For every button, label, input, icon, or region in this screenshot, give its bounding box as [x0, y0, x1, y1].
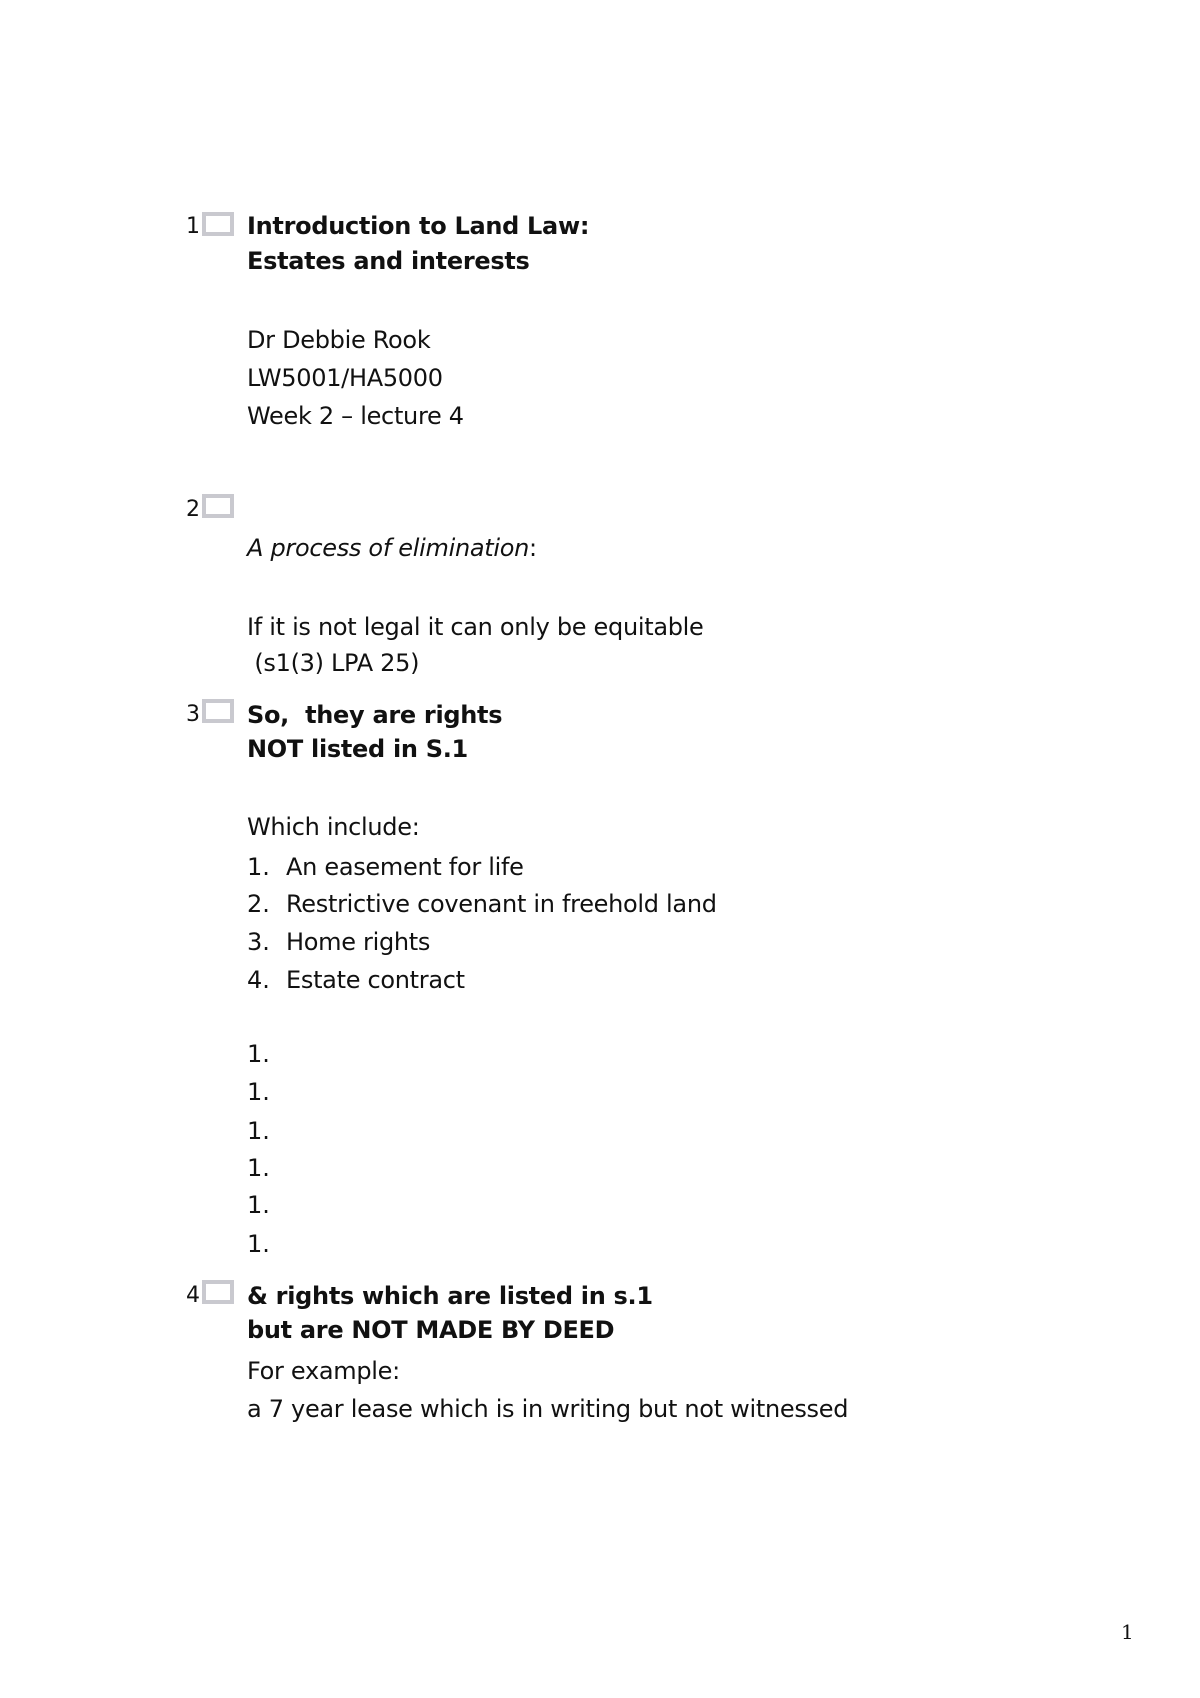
slide-thumbnail-icon[interactable]: [202, 699, 234, 723]
list-item-number: 2.: [247, 890, 270, 918]
empty-list-number: 1.: [247, 1040, 270, 1068]
slide-title-line: So, they are rights: [247, 701, 503, 729]
empty-list-number: 1.: [247, 1230, 270, 1258]
list-intro: Which include:: [247, 813, 420, 841]
list-item: An easement for life: [286, 853, 524, 881]
list-item: Estate contract: [286, 966, 465, 994]
list-item-number: 4.: [247, 966, 270, 994]
slide-thumbnail-icon[interactable]: [202, 1280, 234, 1304]
slide-number: 1: [186, 214, 200, 239]
list-item-number: 3.: [247, 928, 270, 956]
slide-title-line: but are NOT MADE BY DEED: [247, 1316, 615, 1344]
slide-title-line: Estates and interests: [247, 247, 530, 275]
body-line: (s1(3) LPA 25): [247, 649, 420, 677]
slide-number: 4: [186, 1283, 200, 1308]
slide-title-line: Introduction to Land Law:: [247, 212, 590, 240]
italic-text: A process of elimination: [247, 534, 530, 562]
italic-suffix: :: [529, 534, 537, 562]
list-item: Home rights: [286, 928, 431, 956]
slide-number: 3: [186, 702, 200, 727]
slide-title-line: NOT listed in S.1: [247, 735, 468, 763]
course-code-line: LW5001/HA5000: [247, 364, 443, 392]
empty-list-number: 1.: [247, 1117, 270, 1145]
slide-title-line: & rights which are listed in s.1: [247, 1282, 653, 1310]
empty-list-number: 1.: [247, 1154, 270, 1182]
page-number: 1: [1121, 1620, 1134, 1644]
list-item: Restrictive covenant in freehold land: [286, 890, 717, 918]
body-line: For example:: [247, 1357, 400, 1385]
week-line: Week 2 – lecture 4: [247, 402, 464, 430]
slide-thumbnail-icon[interactable]: [202, 212, 234, 236]
body-line: If it is not legal it can only be equitable: [247, 613, 704, 641]
empty-list-number: 1.: [247, 1078, 270, 1106]
slide-number: 2: [186, 497, 200, 522]
slide-thumbnail-icon[interactable]: [202, 494, 234, 518]
italic-line: [247, 536, 537, 560]
list-item-number: 1.: [247, 853, 270, 881]
body-line: a 7 year lease which is in writing but not witnessed: [247, 1395, 849, 1423]
author-line: Dr Debbie Rook: [247, 326, 431, 354]
empty-list-number: 1.: [247, 1191, 270, 1219]
